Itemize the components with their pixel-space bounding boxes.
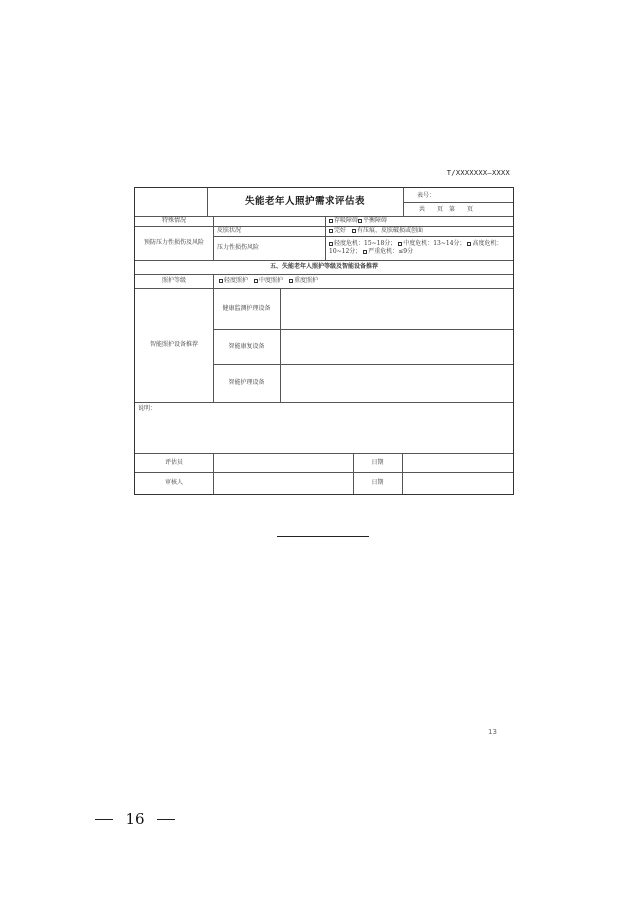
remarks-text: 说明： [138, 405, 157, 412]
col-divider [325, 216, 326, 260]
reviewer-text: 审核人 [164, 479, 183, 486]
section-heading-text: 五、失能老年人照护等级及智能设备推荐 [269, 263, 378, 270]
col-divider [213, 216, 214, 260]
reviewer-label [135, 472, 213, 494]
section-heading [135, 260, 513, 274]
option-label: 有压痕、皮肤破损或创面 [357, 227, 424, 234]
page-count [419, 203, 509, 216]
pressure-injury-label [135, 226, 213, 260]
inner-page-number: 13 [488, 728, 497, 736]
assessor-field[interactable] [214, 454, 352, 471]
assessor-label [135, 453, 213, 472]
row-divider [135, 402, 513, 403]
reviewer-field[interactable] [214, 473, 352, 493]
device-entry-field[interactable] [281, 289, 512, 328]
assessment-form [134, 187, 514, 495]
dash-right [157, 819, 175, 820]
checkbox[interactable] [329, 219, 333, 223]
special-conditions-options [329, 216, 509, 226]
standard-code: T/XXXXXXX—XXXX [446, 169, 510, 177]
checkbox[interactable] [329, 242, 333, 246]
skin-condition-label [217, 226, 322, 236]
dash-left [95, 819, 113, 820]
checkbox[interactable] [363, 250, 367, 254]
page-count-label: 共 页 第 页 [419, 205, 474, 213]
care-level-label [135, 274, 213, 288]
table-number-label: 表号： [417, 191, 436, 199]
option-label: 平衡障碍 [363, 217, 388, 224]
form-title [207, 188, 403, 216]
device-item [213, 329, 280, 364]
option-label: 严重危机：≤9分 [368, 248, 414, 255]
checkbox[interactable] [289, 279, 293, 283]
remarks-field[interactable] [135, 414, 513, 452]
care-level-options [219, 274, 509, 288]
page-number-footer [95, 809, 175, 829]
special-conditions-text: 特殊情况 [161, 217, 186, 224]
date-label [353, 472, 402, 494]
risk-text: 压力性损伤风险 [217, 244, 260, 251]
risk-label [217, 236, 322, 260]
page-number: 16 [125, 810, 145, 828]
device-label: 健康监测护理设备 [222, 304, 271, 312]
checkbox[interactable] [352, 229, 356, 233]
device-label: 智能护理设备 [228, 379, 265, 386]
option-label: 轻度危机：15~18分； [334, 240, 397, 247]
pressure-injury-text: 预防压力性损伤及风险 [143, 239, 204, 246]
device-entry-field[interactable] [281, 330, 512, 363]
form-title-text: 失能老年人照护需求评估表 [244, 196, 365, 207]
date-field[interactable] [403, 454, 512, 471]
device-label: 智能康复设备 [228, 342, 265, 350]
skin-condition-text: 皮肤状况 [217, 227, 242, 234]
date-field[interactable] [403, 473, 512, 493]
risk-options [329, 236, 511, 260]
col-divider [403, 188, 404, 216]
device-group-label [135, 288, 213, 402]
option-label: 中度危机：13~14分； [403, 240, 466, 247]
special-conditions-label [135, 216, 213, 226]
option-label: 重度照护 [294, 277, 319, 284]
checkbox[interactable] [358, 219, 362, 223]
date-label [353, 453, 402, 472]
remarks-label [138, 404, 198, 414]
option-label: 完好 [334, 227, 347, 234]
assessor-text: 评估员 [164, 458, 183, 466]
checkbox[interactable] [219, 279, 223, 283]
checkbox[interactable] [398, 242, 402, 246]
option-label: 轻度照护 [224, 277, 249, 284]
skin-condition-options [329, 226, 511, 236]
device-item [213, 364, 280, 402]
device-item [213, 288, 280, 329]
checkbox[interactable] [467, 242, 471, 246]
date-text: 日期 [371, 458, 384, 466]
option-label: 中度照护 [259, 277, 284, 284]
end-rule [277, 536, 369, 537]
device-group-text: 智能照护设备推荐 [149, 341, 198, 348]
checkbox[interactable] [329, 229, 333, 233]
date-text: 日期 [371, 479, 384, 486]
care-level-text: 照护等级 [161, 277, 186, 284]
option-label: 10~12分； [329, 248, 362, 255]
option-label: 高度危机： [472, 240, 503, 247]
checkbox[interactable] [254, 279, 258, 283]
option-label: 存吸障碍 [334, 217, 359, 224]
table-number [417, 189, 507, 202]
device-entry-field[interactable] [281, 365, 512, 401]
